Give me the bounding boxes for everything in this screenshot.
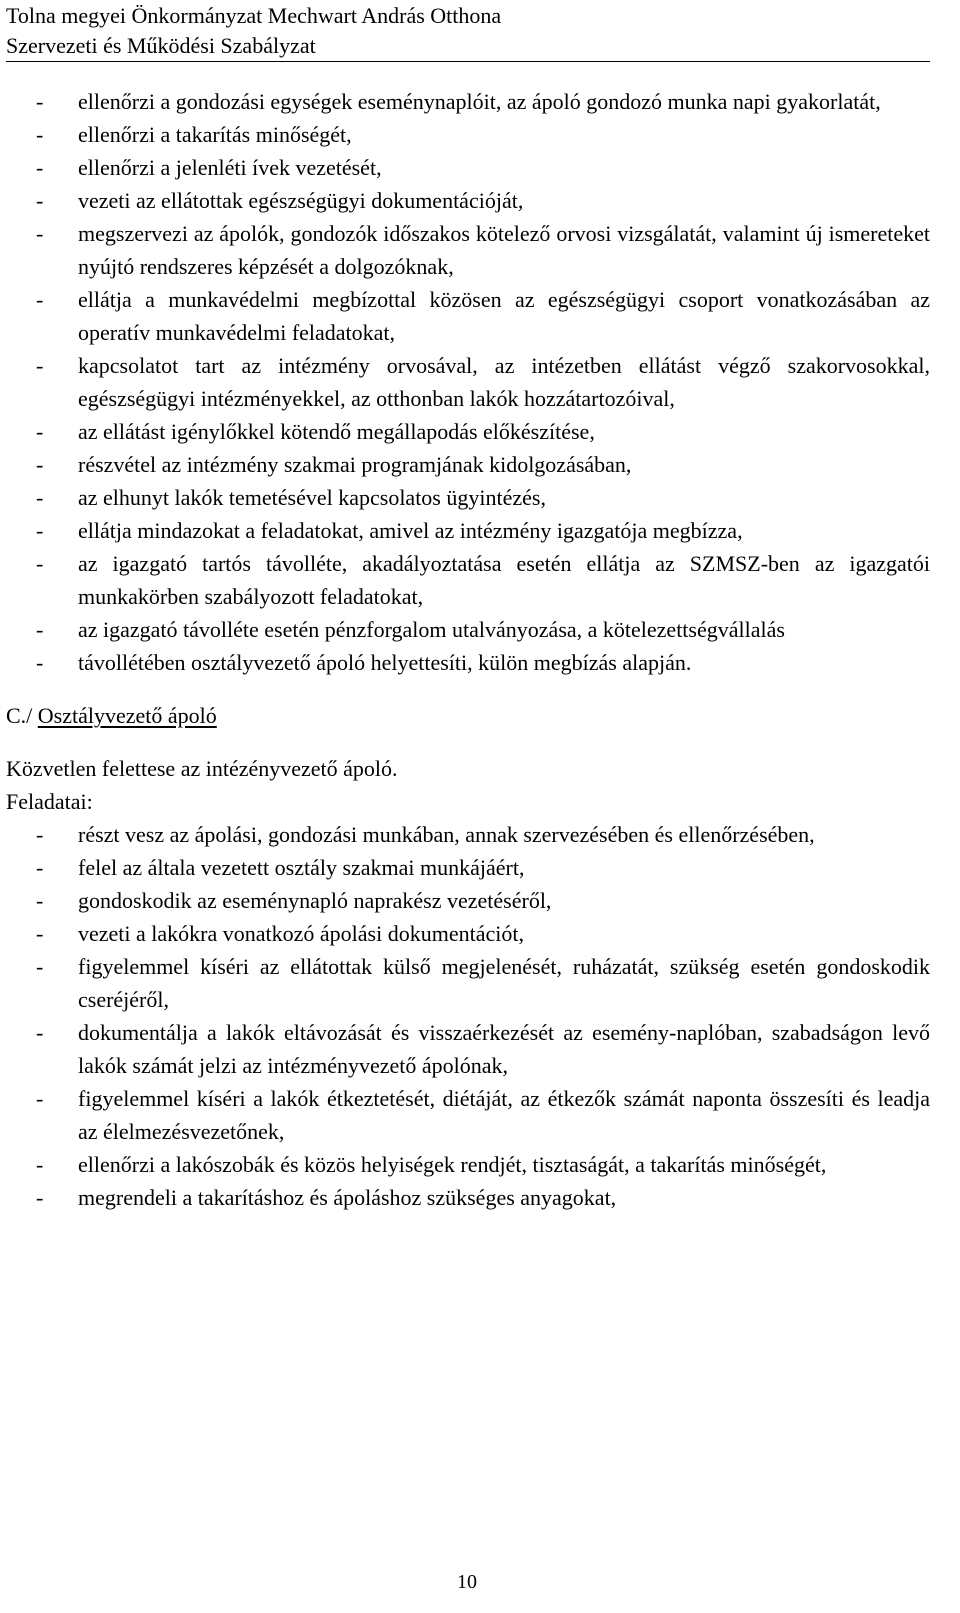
tasks-label: Feladatai: [6, 789, 93, 814]
list-item-text: részt vesz az ápolási, gondozási munkában, annak szervezésében és ellenőrzésében, [78, 822, 815, 847]
list-item-text: megrendeli a takarításhoz és ápoláshoz szükséges anyagokat, [78, 1185, 617, 1210]
dash-bullet: - [36, 1020, 44, 1045]
dash-bullet: - [36, 89, 44, 114]
list-item-text: ellenőrzi a gondozási egységek eseménynaplóit, az ápoló gondozó munka napi gyakorlatát, [78, 89, 881, 114]
list-item-text: felel az általa vezetett osztály szakmai munkájáért, [78, 855, 525, 880]
list-item-text: vezeti a lakókra vonatkozó ápolási dokumentációt, [78, 921, 524, 946]
list-item-text: figyelemmel kíséri a lakók étkeztetését, diétáját, az étkezők számát naponta összesíti és leadja az élelmezésvezetőnek, [78, 1086, 930, 1144]
dash-bullet: - [36, 518, 44, 543]
dash-bullet: - [36, 188, 44, 213]
list-item [6, 448, 930, 481]
page-header [6, 0, 930, 62]
dash-bullet: - [36, 452, 44, 477]
list-item [6, 118, 930, 151]
tasks-list [6, 818, 930, 1214]
list-item-text: az ellátást igénylőkkel kötendő megállapodás előkészítése, [78, 419, 595, 444]
list-item [6, 818, 930, 851]
list-item [6, 646, 930, 679]
list-item-text: ellenőrzi a jelenléti ívek vezetését, [78, 155, 382, 180]
duties-list [6, 85, 930, 679]
list-item-text: az igazgató távolléte esetén pénzforgalom utalványozása, a kötelezettségvállalás [78, 617, 785, 642]
list-item-text: dokumentálja a lakók eltávozását és visszaérkezését az esemény-naplóban, szabadságon levő lakók számát jelzi az intézményvezető ápolónak, [78, 1020, 930, 1078]
list-item-text: figyelemmel kíséri az ellátottak külső megjelenését, ruházatát, szükség esetén gondoskodik cseréjéről, [78, 954, 930, 1012]
list-item [6, 1148, 930, 1181]
list-item [6, 884, 930, 917]
list-item [6, 547, 930, 613]
dash-bullet: - [36, 419, 44, 444]
list-item-text: ellátja a munkavédelmi megbízottal közösen az egészségügyi csoport vonatkozásában az operatív munkavédelmi feladatokat, [78, 287, 930, 345]
list-item-text: az elhunyt lakók temetésével kapcsolatos ügyintézés, [78, 485, 546, 510]
dash-bullet: - [36, 1185, 44, 1210]
list-item [6, 217, 930, 283]
dash-bullet: - [36, 551, 44, 576]
list-item-text: ellátja mindazokat a feladatokat, amivel az intézmény igazgatója megbízza, [78, 518, 743, 543]
list-item-text: az igazgató tartós távolléte, akadályoztatása esetén ellátja az SZMSZ-ben az igazgatói munkakörben szabályozott feladatokat, [78, 551, 930, 609]
list-item [6, 283, 930, 349]
dash-bullet: - [36, 650, 44, 675]
list-item [6, 514, 930, 547]
list-item-text: ellenőrzi a lakószobák és közös helyiségek rendjét, tisztaságát, a takarítás minőségét, [78, 1152, 827, 1177]
list-item [6, 1181, 930, 1214]
dash-bullet: - [36, 1152, 44, 1177]
list-item-text: megszervezi az ápolók, gondozók időszakos kötelező orvosi vizsgálatát, valamint új ismereteket nyújtó rendszeres képzését a dolgozóknak, [78, 221, 930, 279]
organization-name: Tolna megyei Önkormányzat Mechwart András Otthona [6, 3, 502, 28]
list-item-text: gondoskodik az eseménynapló naprakész vezetéséről, [78, 888, 552, 913]
list-item-text: vezeti az ellátottak egészségügyi dokumentációját, [78, 188, 524, 213]
section-prefix: C./ [6, 703, 33, 728]
list-item [6, 613, 930, 646]
dash-bullet: - [36, 954, 44, 979]
section-title: Osztályvezető ápoló [37, 703, 217, 728]
list-item [6, 917, 930, 950]
dash-bullet: - [36, 287, 44, 312]
dash-bullet: - [36, 155, 44, 180]
list-item [6, 349, 930, 415]
list-item-text: részvétel az intézmény szakmai programjának kidolgozásában, [78, 452, 632, 477]
list-item [6, 481, 930, 514]
list-item-text: ellenőrzi a takarítás minőségét, [78, 122, 352, 147]
dash-bullet: - [36, 855, 44, 880]
dash-bullet: - [36, 1086, 44, 1111]
list-item [6, 184, 930, 217]
document-body [6, 85, 930, 1214]
dash-bullet: - [36, 221, 44, 246]
dash-bullet: - [36, 921, 44, 946]
dash-bullet: - [36, 122, 44, 147]
dash-bullet: - [36, 353, 44, 378]
paragraph-gap [6, 732, 930, 752]
list-item [6, 85, 930, 118]
superior-line: Közvetlen felettese az intézényvezető ápoló. [6, 756, 398, 781]
list-item-text: távollétében osztályvezető ápoló helyettesíti, külön megbízás alapján. [78, 650, 692, 675]
list-item [6, 1082, 930, 1148]
document-title: Szervezeti és Működési Szabályzat [6, 32, 930, 62]
dash-bullet: - [36, 617, 44, 642]
list-item-text: kapcsolatot tart az intézmény orvosával, az intézetben ellátást végző szakorvosokkal, egészségügyi intézményekkel, az otthonban lakók hozzátartozóival, [78, 353, 930, 411]
dash-bullet: - [36, 485, 44, 510]
page-number: 10 [457, 1571, 477, 1593]
dash-bullet: - [36, 888, 44, 913]
list-item [6, 851, 930, 884]
section-heading [6, 699, 930, 732]
list-item [6, 415, 930, 448]
list-item [6, 950, 930, 1016]
list-item [6, 151, 930, 184]
dash-bullet: - [36, 822, 44, 847]
list-item [6, 1016, 930, 1082]
